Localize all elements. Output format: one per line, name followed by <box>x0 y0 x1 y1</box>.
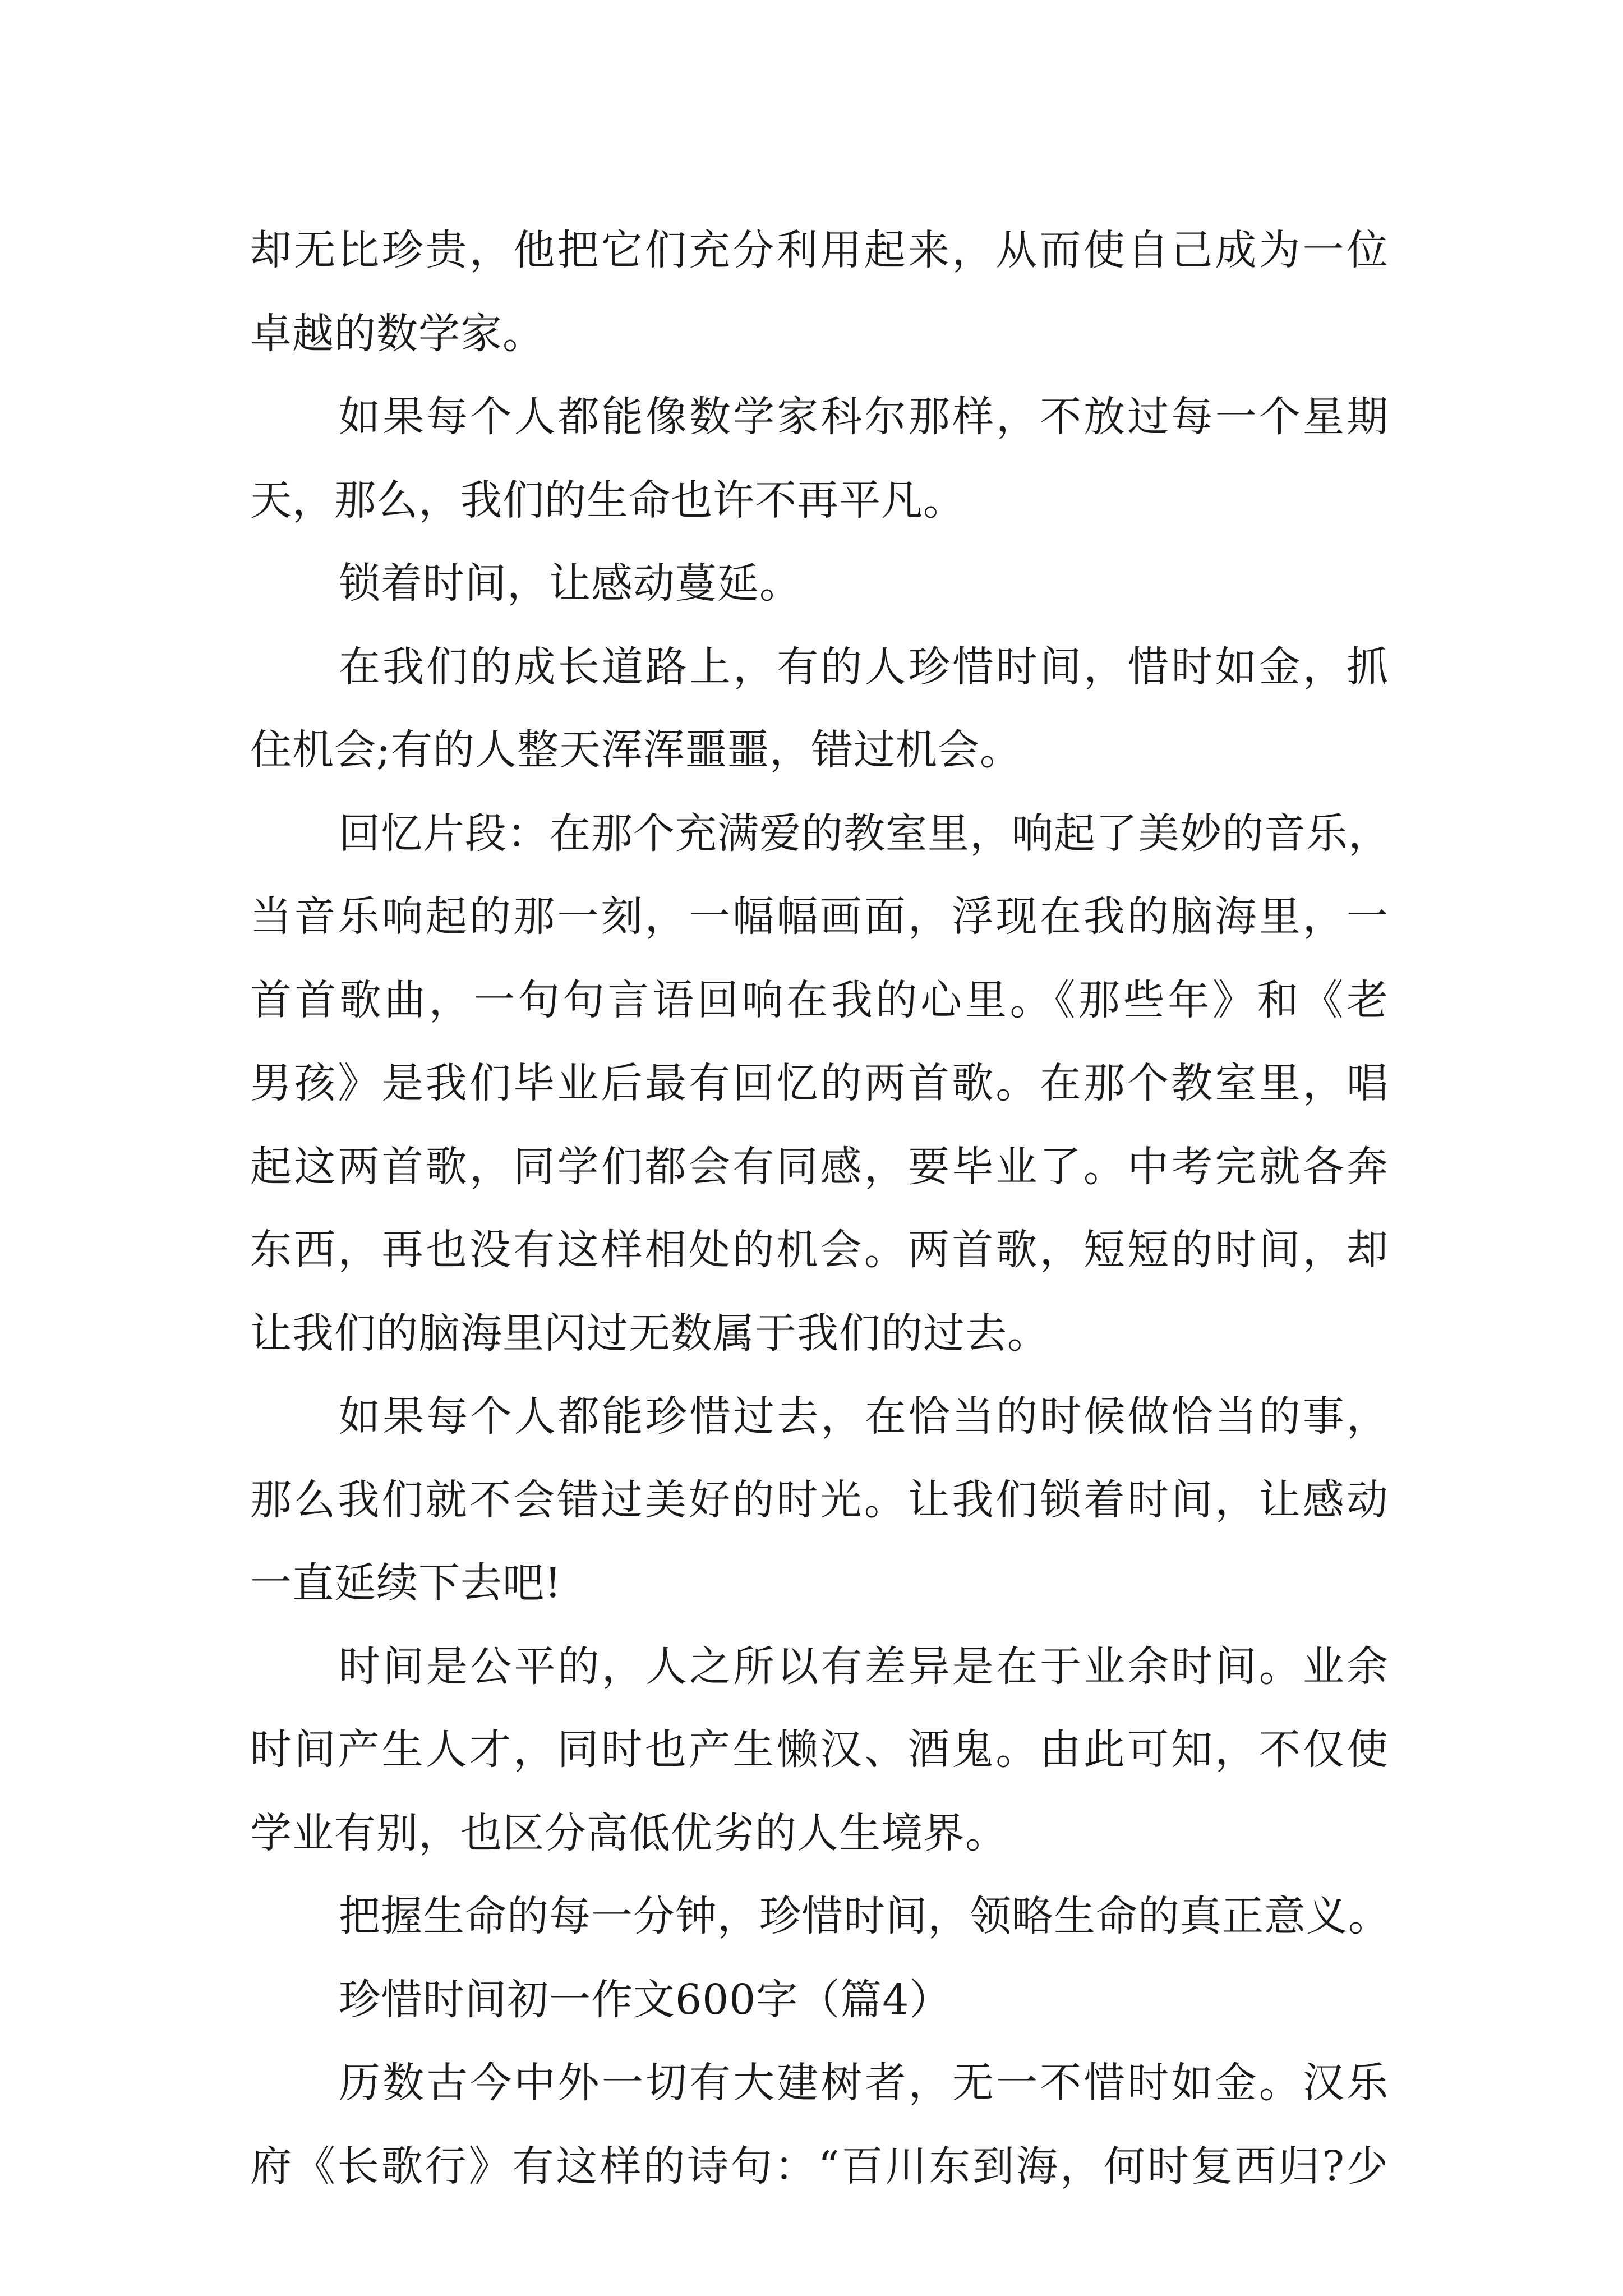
text-line: 起这两首歌，同学们都会有同感，要毕业了。中考完就各奔 <box>250 1142 1389 1191</box>
text-line: 男孩》是我们毕业后最有回忆的两首歌。在那个教室里，唱 <box>250 1059 1389 1107</box>
text-line: 一直延续下去吧! <box>250 1559 562 1607</box>
text-line: 把握生命的每一分钟，珍惜时间，领略生命的真正意义。 <box>339 1892 1390 1940</box>
text-line: 当音乐响起的那一刻，一幅幅画面，浮现在我的脑海里，一 <box>250 892 1389 941</box>
text-line: 首首歌曲，一句句言语回响在我的心里。《那些年》和《老 <box>250 976 1389 1024</box>
text-line: 却无比珍贵，他把它们充分利用起来，从而使自己成为一位 <box>250 226 1389 274</box>
text-line: 天，那么，我们的生命也许不再平凡。 <box>250 476 965 524</box>
text-line: 时间产生人才，同时也产生懒汉、酒鬼。由此可知，不仅使 <box>250 1726 1389 1774</box>
text-line: 东西，再也没有这样相处的机会。两首歌，短短的时间，却 <box>250 1226 1389 1274</box>
text-line: 让我们的脑海里闪过无数属于我们的过去。 <box>250 1309 1049 1358</box>
text-line: 在我们的成长道路上，有的人珍惜时间，惜时如金，抓 <box>339 642 1389 691</box>
text-line: 府《长歌行》有这样的诗句：“百川东到海，何时复西归?少 <box>250 2142 1389 2191</box>
body-text <box>250 209 1389 2208</box>
text-line: 如果每个人都能像数学家科尔那样，不放过每一个星期 <box>339 393 1389 441</box>
text-line: 如果每个人都能珍惜过去，在恰当的时候做恰当的事， <box>339 1392 1389 1441</box>
text-line: 学业有别，也区分高低优劣的人生境界。 <box>250 1809 1007 1857</box>
text-line: 那么我们就不会错过美好的时光。让我们锁着时间，让感动 <box>250 1475 1389 1524</box>
section-heading: 珍惜时间初一作文600字（篇4） <box>339 1975 952 2024</box>
text-line: 锁着时间，让感动蔓延。 <box>339 559 801 608</box>
text-line: 住机会;有的人整天浑浑噩噩，错过机会。 <box>250 726 1022 774</box>
text-line: 卓越的数学家。 <box>250 309 545 358</box>
text-line: 时间是公平的，人之所以有差异是在于业余时间。业余 <box>339 1642 1389 1691</box>
text-line: 历数古今中外一切有大建树者，无一不惜时如金。汉乐 <box>339 2059 1389 2107</box>
text-line: 回忆片段：在那个充满爱的教室里，响起了美妙的音乐， <box>339 809 1390 858</box>
